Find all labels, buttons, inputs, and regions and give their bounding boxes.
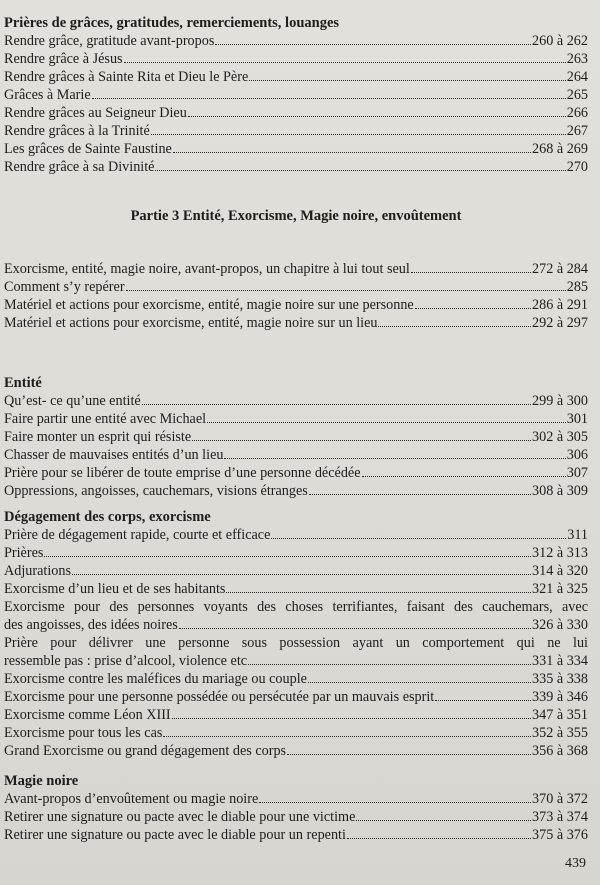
toc-entry-pages: 268 à 269	[532, 141, 588, 157]
dot-leader	[142, 403, 531, 405]
toc-entry-pages: 308 à 309	[532, 483, 588, 499]
toc-entry[interactable]	[4, 158, 588, 176]
toc-entry[interactable]	[4, 104, 588, 122]
section-title: Magie noire	[4, 773, 79, 789]
toc-entry-title: Rendre grâces à Sainte Rita et Dieu le Père	[4, 69, 249, 85]
toc-entry[interactable]	[4, 68, 588, 86]
dot-leader	[179, 627, 531, 629]
toc-entry-title: Prière pour se libérer de toute emprise d’une personne décédée	[4, 465, 361, 481]
toc-entry-pages: 375 à 376	[532, 827, 588, 843]
dot-leader	[347, 837, 531, 839]
toc-entry-pages: 270	[566, 159, 588, 175]
toc-entry[interactable]	[4, 544, 588, 562]
dot-leader	[151, 133, 566, 135]
dot-leader	[72, 573, 531, 575]
toc-entry-pages: 265	[566, 87, 588, 103]
toc-entry[interactable]	[4, 278, 588, 296]
toc-entry-title: Exorcisme contre les maléfices du mariage ou couple	[4, 671, 307, 687]
toc-entry-pages: 314 à 320	[532, 563, 588, 579]
toc-entry[interactable]	[4, 526, 588, 544]
dot-leader	[192, 439, 531, 441]
toc-entry[interactable]	[4, 86, 588, 104]
toc-entry-pages: 347 à 351	[532, 707, 588, 723]
toc-entry[interactable]	[4, 122, 588, 140]
toc-entry-pages: 302 à 305	[532, 429, 588, 445]
toc-entry[interactable]	[4, 482, 588, 500]
dot-leader	[172, 717, 531, 719]
toc-entry-title: Rendre grâce, gratitude avant-propos	[4, 33, 215, 49]
toc-entry-title: Faire partir une entité avec Michael	[4, 411, 207, 427]
dot-leader	[415, 307, 531, 309]
toc-entry-pages: 326 à 330	[532, 617, 588, 633]
toc-entry-title: Prières	[4, 545, 44, 561]
toc-entry-pages: 352 à 355	[532, 725, 588, 741]
toc-entry-pages: 335 à 338	[532, 671, 588, 687]
dot-leader	[362, 475, 566, 477]
dot-leader	[44, 555, 531, 557]
toc-entry-title: Retirer une signature ou pacte avec le diable pour un repenti	[4, 827, 346, 843]
toc-entry[interactable]	[4, 580, 588, 598]
toc-entry-title: Matériel et actions pour exorcisme, entité, magie noire sur un lieu	[4, 315, 378, 331]
toc-entry[interactable]	[4, 392, 588, 410]
toc-entry-pages: 292 à 297	[532, 315, 588, 331]
part-title: Partie 3 Entité, Exorcisme, Magie noire, envoûtement	[130, 208, 462, 224]
toc-entry-pages: 339 à 346	[532, 689, 588, 705]
toc-entry-pages: 266	[566, 105, 588, 121]
dot-leader	[356, 819, 531, 821]
toc-entry-title: Avant-propos d’envoûtement ou magie noire	[4, 791, 259, 807]
toc-entry-pages: 370 à 372	[532, 791, 588, 807]
dot-leader	[248, 663, 531, 665]
toc-entry-pages: 312 à 313	[532, 545, 588, 561]
toc-entry-line2	[4, 616, 588, 634]
toc-entry-line1: Exorcisme pour des personnes voyants des choses terrifiantes, faisant des cauchemars, avec	[4, 599, 588, 615]
dot-leader	[163, 735, 531, 737]
toc-entry[interactable]	[4, 50, 588, 68]
section-magie-noire	[4, 772, 588, 844]
toc-entry-title: Rendre grâces au Seigneur Dieu	[4, 105, 187, 121]
toc-entry[interactable]	[4, 446, 588, 464]
toc-entry-title: Retirer une signature ou pacte avec le diable pour une victime	[4, 809, 356, 825]
toc-entry-pages: 356 à 368	[532, 743, 588, 759]
dot-leader	[92, 97, 566, 99]
toc-entry[interactable]	[4, 428, 588, 446]
section-entite	[4, 374, 588, 500]
toc-entry-title: Faire monter un esprit qui résiste	[4, 429, 192, 445]
section-degagement	[4, 508, 588, 760]
dot-leader	[271, 537, 566, 539]
dot-leader	[207, 421, 566, 423]
toc-entry-title: Exorcisme, entité, magie noire, avant-propos, un chapitre à lui tout seul	[4, 261, 410, 277]
section-title: Entité	[4, 375, 42, 391]
toc-entry-title: Exorcisme d’un lieu et de ses habitants	[4, 581, 226, 597]
dot-leader	[224, 457, 565, 459]
toc-entry-pages: 263	[566, 51, 588, 67]
toc-entry-pages: 311	[567, 527, 588, 543]
toc-entry-title: Comment s’y repérer	[4, 279, 125, 295]
toc-entry[interactable]	[4, 32, 588, 50]
toc-entry-title: Adjurations	[4, 563, 71, 579]
toc-entry-pages: 331 à 334	[532, 653, 588, 669]
toc-entry[interactable]	[4, 464, 588, 482]
toc-entry-pages: 321 à 325	[532, 581, 588, 597]
dot-leader	[173, 151, 531, 153]
toc-entry-title: des angoisses, des idées noires	[4, 617, 178, 633]
toc-entry[interactable]	[4, 688, 588, 706]
toc-entry-line1: Prière pour délivrer une personne sous possession ayant un comportement qui ne lui	[4, 635, 588, 651]
toc-entry-title: Les grâces de Sainte Faustine	[4, 141, 172, 157]
dot-leader	[309, 493, 531, 495]
toc-entry[interactable]	[4, 314, 588, 332]
dot-leader	[287, 753, 531, 755]
toc-entry-pages: 301	[566, 411, 588, 427]
partie-3	[4, 207, 588, 225]
toc-entry[interactable]	[4, 670, 588, 688]
section-title: Prières de grâces, gratitudes, remerciements, louanges	[4, 15, 340, 31]
section-title: Dégagement des corps, exorcisme	[4, 509, 211, 525]
toc-entry-multiline[interactable]	[4, 598, 588, 634]
toc-entry-pages: 306	[566, 447, 588, 463]
toc-entry-title: ressemble pas : prise d’alcool, violence etc	[4, 653, 248, 669]
toc-entry-title: Chasser de mauvaises entités d’un lieu	[4, 447, 224, 463]
toc-entry-title: Qu’est- ce qu’une entité	[4, 393, 141, 409]
toc-entry-title: Exorcisme pour une personne possédée ou persécutée par un mauvais esprit	[4, 689, 435, 705]
dot-leader	[249, 79, 565, 81]
toc-entry-pages: 373 à 374	[532, 809, 588, 825]
toc-entry-pages: 267	[566, 123, 588, 139]
toc-entry-title: Rendre grâces à la Trinité	[4, 123, 150, 139]
section-prieres	[4, 14, 588, 176]
toc-entry[interactable]	[4, 826, 588, 844]
partie-3-entries	[4, 260, 588, 332]
toc-entry[interactable]	[4, 724, 588, 742]
toc-entry[interactable]	[4, 296, 588, 314]
toc-entry-title: Grand Exorcisme ou grand dégagement des corps	[4, 743, 287, 759]
toc-entry[interactable]	[4, 808, 588, 826]
toc-entry-title: Grâces à Marie	[4, 87, 91, 103]
page-number: 439	[565, 856, 586, 871]
toc-entry-pages: 307	[566, 465, 588, 481]
dot-leader	[378, 325, 531, 327]
dot-leader	[188, 115, 566, 117]
toc-entry-pages: 285	[566, 279, 588, 295]
toc-entry-title: Rendre grâce à sa Divinité	[4, 159, 155, 175]
toc-entry-pages: 286 à 291	[532, 297, 588, 313]
dot-leader	[308, 681, 531, 683]
toc-entry-title: Exorcisme pour tous les cas	[4, 725, 163, 741]
dot-leader	[435, 699, 531, 701]
toc-entry-line2	[4, 652, 588, 670]
dot-leader	[411, 271, 531, 273]
dot-leader	[226, 591, 531, 593]
toc-entry[interactable]	[4, 140, 588, 158]
toc-entry[interactable]	[4, 706, 588, 724]
toc-entry[interactable]	[4, 790, 588, 808]
toc-entry-title: Rendre grâce à Jésus	[4, 51, 123, 67]
toc-entry-pages: 264	[566, 69, 588, 85]
dot-leader	[124, 61, 566, 63]
toc-entry-pages: 299 à 300	[532, 393, 588, 409]
toc-entry-title: Prière de dégagement rapide, courte et efficace	[4, 527, 271, 543]
dot-leader	[259, 801, 531, 803]
toc-entry[interactable]	[4, 742, 588, 760]
toc-entry[interactable]	[4, 410, 588, 428]
toc-entry-pages: 272 à 284	[532, 261, 588, 277]
dot-leader	[215, 43, 531, 45]
toc-entry[interactable]	[4, 260, 588, 278]
toc-entry-title: Matériel et actions pour exorcisme, entité, magie noire sur une personne	[4, 297, 414, 313]
dot-leader	[155, 169, 565, 171]
dot-leader	[126, 289, 566, 291]
toc-entry-title: Exorcisme comme Léon XIII	[4, 707, 171, 723]
toc-entry-multiline[interactable]	[4, 634, 588, 670]
toc-entry-pages: 260 à 262	[532, 33, 588, 49]
toc-entry[interactable]	[4, 562, 588, 580]
toc-entry-title: Oppressions, angoisses, cauchemars, visions étranges	[4, 483, 308, 499]
